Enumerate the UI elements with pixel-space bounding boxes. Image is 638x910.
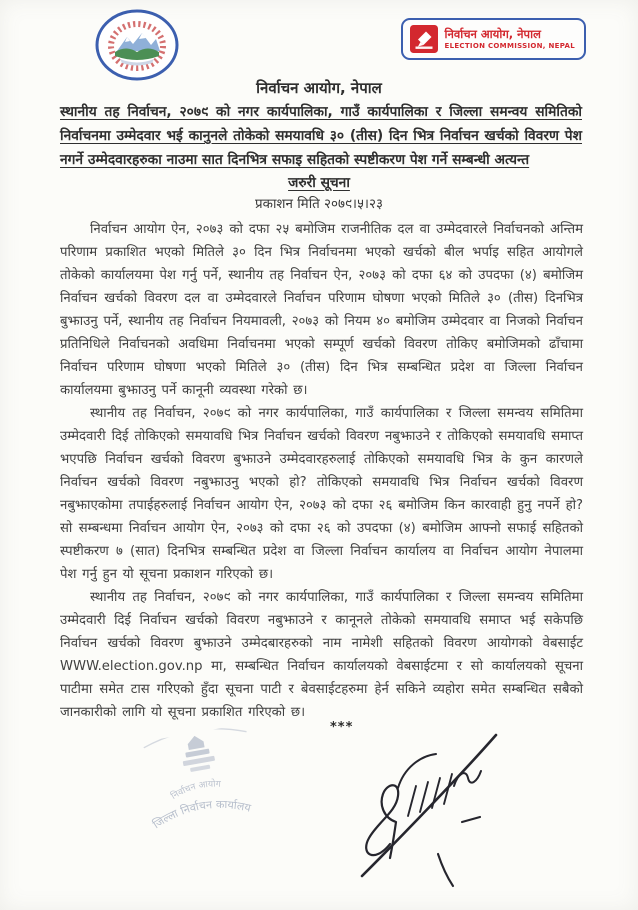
notice-body [0, 218, 638, 724]
stamp-text-top: निर्वाचन आयोग [169, 779, 222, 802]
paragraph-1: निर्वाचन आयोग ऐन, २०७३ को दफा २५ बमोजिम राजनीतिक दल वा उम्मेदवारले निर्वाचनको अन्तिम परिणाम प्रकाशित भएको मितिले ३० दिन भित्र निर्वाचनमा भएको खर्चको बील भर्पाइ सहित आयोगले तोकेको कार्यालयमा पेश गर्नु पर्ने, स्थानीय तह निर्वाचन ऐन, २०७३ को दफा ६४ को उपदफा (४) बमोजिम निर्वाचन खर्चको विवरण दल वा उम्मेदवारले निर्वाचन परिणाम घोषणा भएको मितिले ३० (तीस) दिनभित्र बुझाउनु पर्ने, स्थानीय तह निर्वाचन नियमावली, २०७३ को नियम ४० बमोजिम उम्मेदवार वा निजको निर्वाचन प्रतिनिधिले निर्वाचनको अवधिमा निर्वाचनमा भएको सम्पूर्ण खर्चको विवरण तोकिए बमोजिमको ढाँचामा निर्वाचन परिणाम घोषणा भएको मितिले ३० (तीस) दिन भित्र सम्बन्धित प्रदेश वा जिल्ला निर्वाचन कार्यालयमा बुझाउनु पर्ने कानूनी व्यवस्था गरेको छ। [60, 222, 583, 398]
office-stamp-icon [129, 721, 278, 854]
paragraph-3: स्थानीय तह निर्वाचन, २०७९ को नगर कार्यपालिका, गाउँ कार्यपालिका र जिल्ला समन्वय समितिमा उम्मेदवारी दिई निर्वाचन खर्चको विवरण नबुझाउने र कानूनले तोकेको समयावधि समाप्त भई सकेपछि निर्वाचन खर्चको विवरण बुझाउने उम्मेदबारहरुको नाम नामेशी सहितको विवरण आयोगको वेबसाईट WWW.election.gov.np मा, सम्बन्धित निर्वाचन कार्यालयको वेबसाईटमा र सो कार्यालयको सूचना पाटीमा समेत टास गरिएको हुँदा सूचना पाटी र बेवसाईटहरुमा हेर्न सकिने व्यहोरा समेत सम्बन्धित सबैको जानकारीको लागि यो सूचना प्रकाशित गरिएको छ। [60, 590, 583, 720]
notice-heading: स्थानीय तह निर्वाचन, २०७९ को नगर कार्यपालिका, गाउँ कार्यपालिका र जिल्ला समन्वय समितिको निर्वाचनमा उम्मेदवार भई कानुनले तोकेको समयावधि ३० (तीस) दिन भित्र निर्वाचन खर्चको विवरण पेश नगर्ने उम्मेदवारहरुका नाउमा सात दिनभित्र सफाइ सहितको स्पष्टीकरण पेश गर्ने सम्बन्धी अत्यन्त [60, 104, 582, 168]
stamp-text-bottom: जिल्ला निर्वाचन कार्यालय [150, 797, 253, 832]
office-stamp [129, 721, 279, 858]
election-commission-badge [401, 18, 587, 60]
nepal-emblem-logo [94, 8, 180, 86]
signature [342, 726, 510, 898]
svg-text:निर्वाचन आयोग [167, 776, 224, 803]
organization-name: निर्वाचन आयोग, नेपाल [256, 79, 382, 97]
ballot-box-icon [410, 25, 438, 53]
badge-title-english: ELECTION COMMISSION, NEPAL [444, 41, 575, 50]
document-header [0, 0, 638, 78]
footer-zone [0, 720, 638, 910]
signature-ink-icon [342, 726, 510, 894]
paragraph-2: स्थानीय तह निर्वाचन, २०७९ को नगर कार्यपालिका, गाउँ कार्यपालिका र जिल्ला समन्वय समितिमा उम्मेदवारी दिई तोकिएको समयावधि भित्र निर्वाचन खर्चको विवरण नबुझाउने र तोकिएको समयावधि समाप्त भएपछि निर्वाचन खर्चको विवरण बुझाउने उम्मेदवारहरुलाई तोकिएको समयावधि भित्र के कुन कारणले निर्वाचन खर्चको विवरण नबुझाउनु भएको हो? तोकिएको समयावधि भित्र निर्वाचन खर्चको विवरण नबुझाएकोमा तपाईहरुलाई निर्वाचन आयोग ऐन, २०७३ को दफा २६ बमोजिम किन कारवाही हुनु नपर्ने हो? सो सम्बन्धमा निर्वाचन आयोग ऐन, २०७३ को दफा २६ को उपदफा (४) बमोजिम आफ्नो सफाई सहितको स्पष्टीकरण ७ (सात) दिनभित्र सम्बन्धित प्रदेश वा जिल्ला निर्वाचन कार्यालय वा निर्वाचन आयोग नेपालमा पेश गर्नु हुन यो सूचना प्रकाशन गरिएको छ। [60, 406, 583, 582]
published-date: प्रकाशन मिति २०७९।५।२३ [255, 197, 383, 212]
separator-stars: *** [330, 720, 354, 735]
badge-text [445, 28, 576, 49]
nepal-emblem-icon [94, 8, 180, 82]
svg-text:जिल्ला निर्वाचन कार्यालय [148, 791, 254, 833]
notice-heading-tail: जरुरी सूचना [288, 175, 350, 191]
badge-title-nepali: निर्वाचन आयोग, नेपाल [444, 27, 541, 42]
